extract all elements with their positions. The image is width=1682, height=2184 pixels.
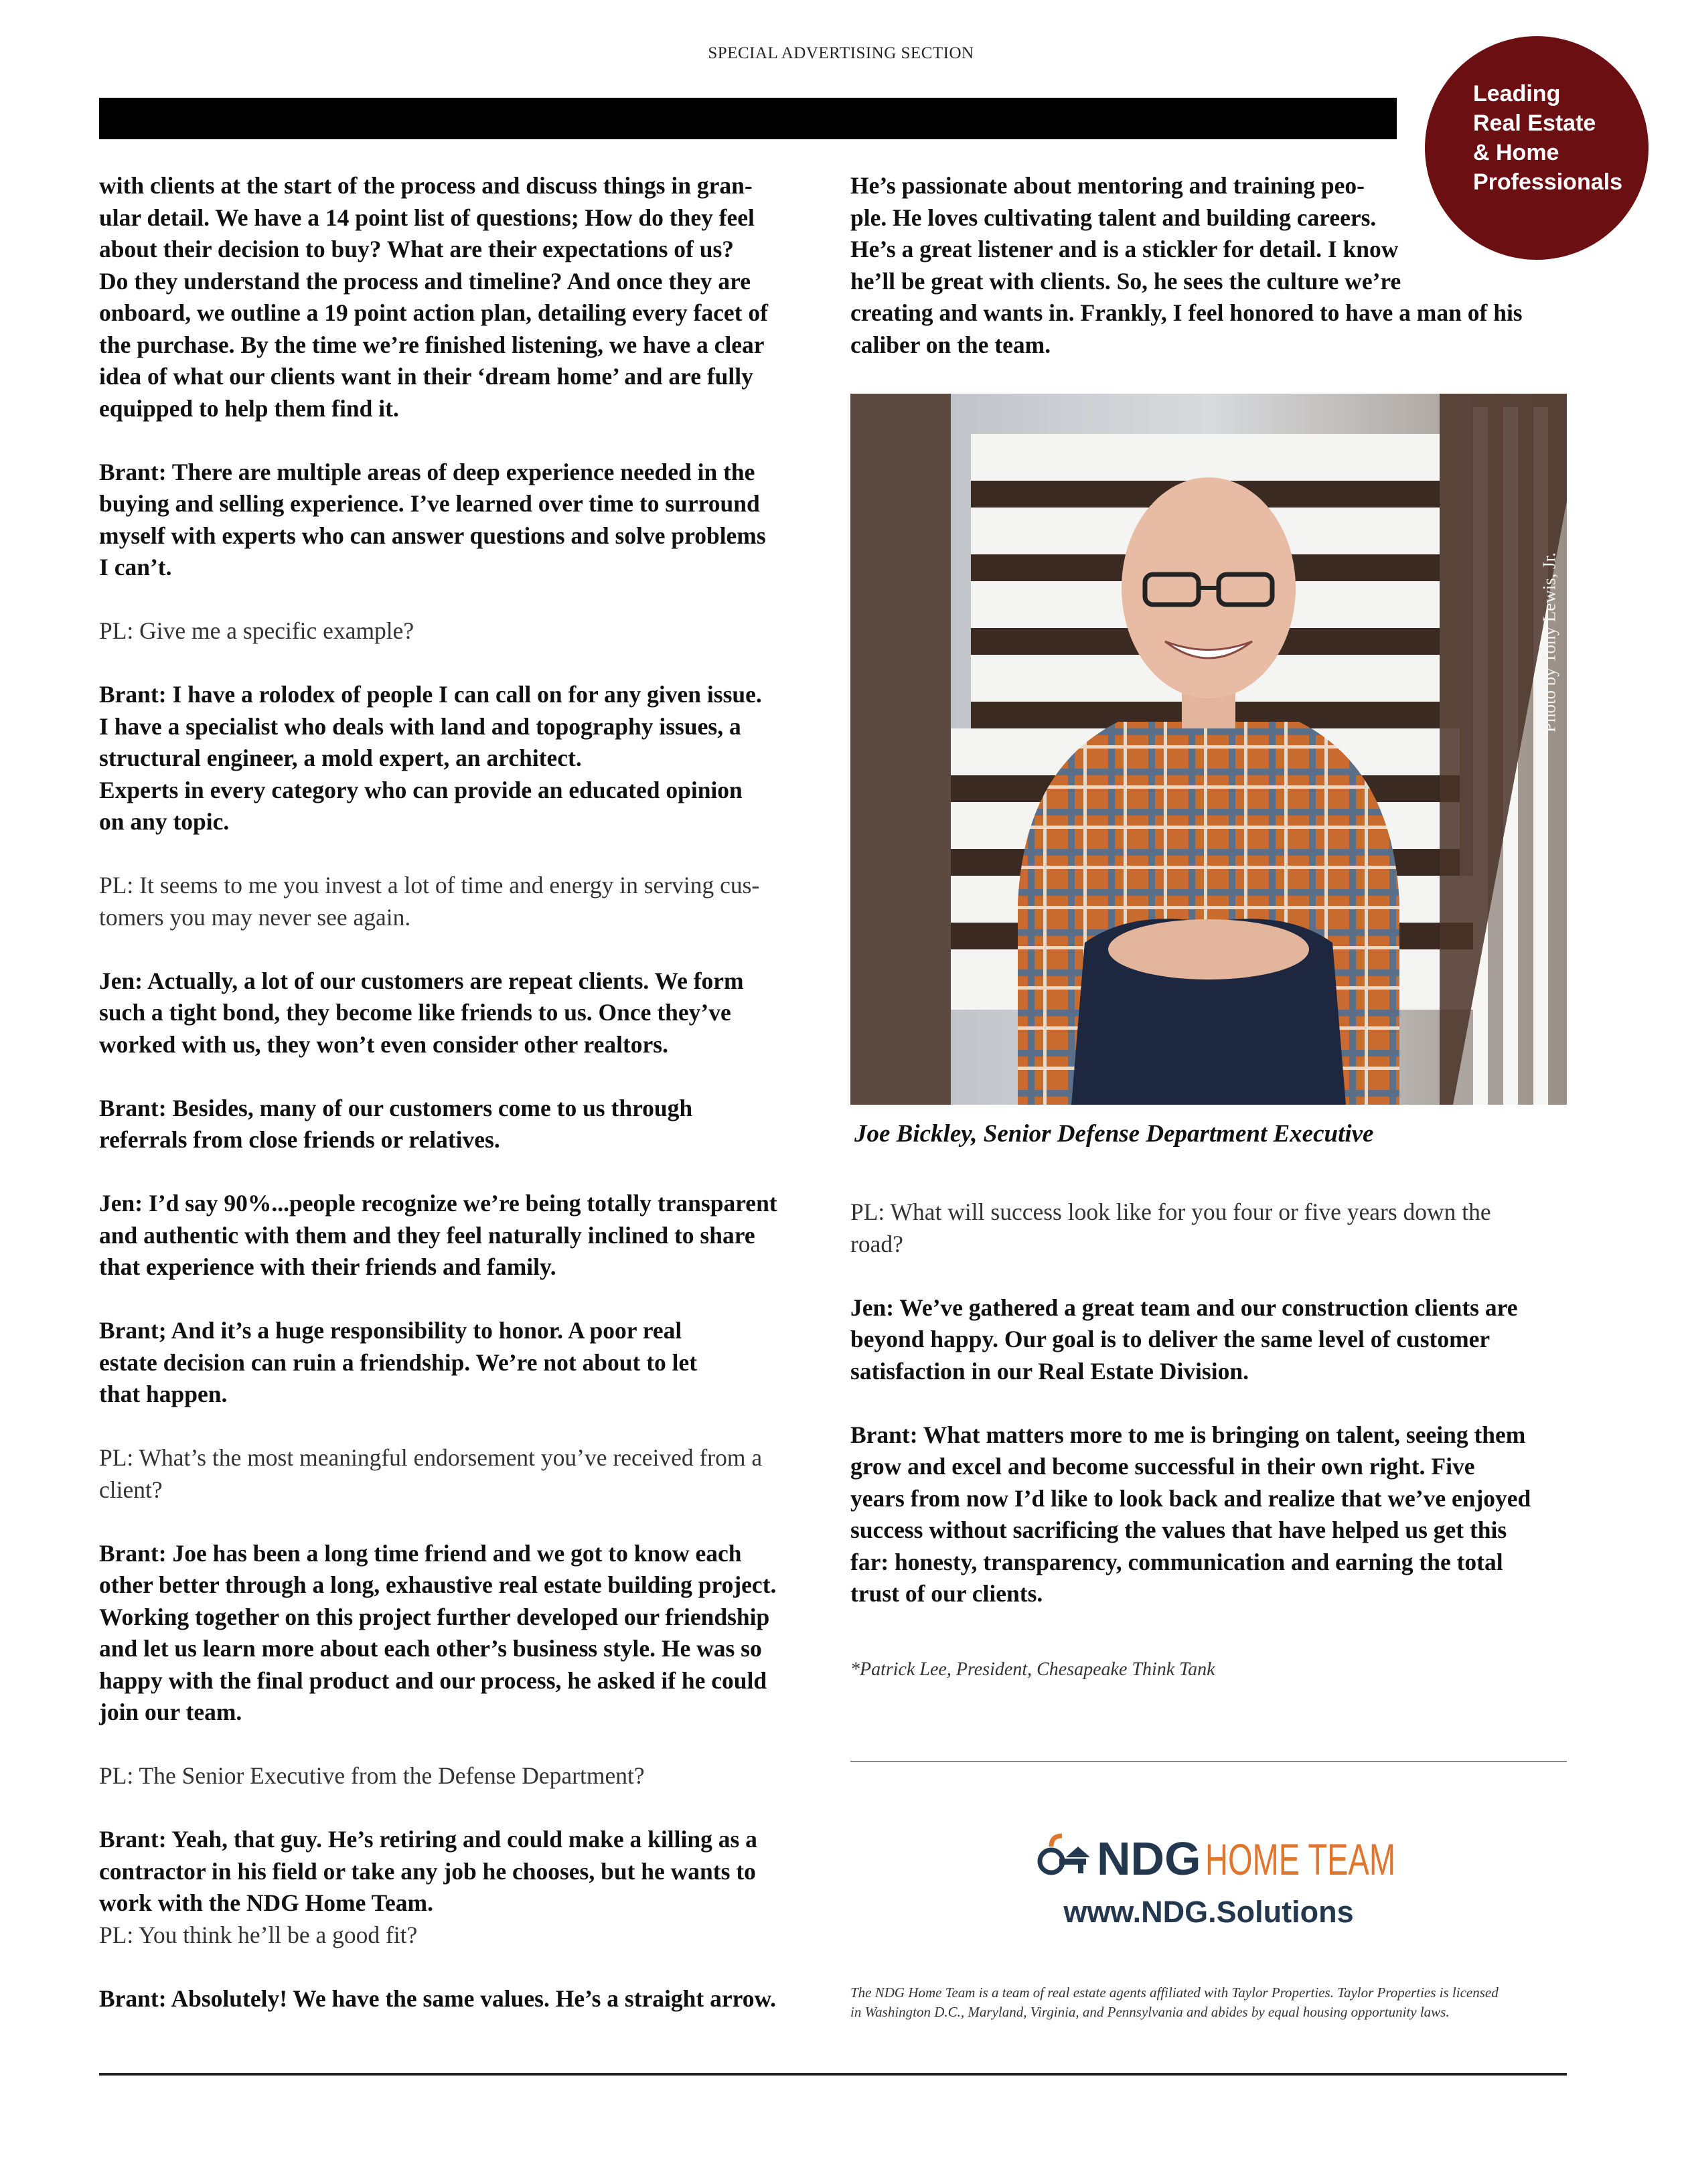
text-line: that experience with their friends and family. [99, 1253, 556, 1280]
text-line: and let us learn more about each other’s business style. He was so [99, 1635, 762, 1662]
paragraph [99, 1760, 822, 1792]
section-label: SPECIAL ADVERTISING SECTION [708, 44, 974, 62]
paragraph [99, 679, 822, 838]
text-line: far: honesty, transparency, communication and earning the total [850, 1548, 1503, 1575]
disclaimer-line: in Washington D.C., Maryland, Virginia, and Pennsylvania and abides by equal housing opportunity laws. [850, 2004, 1450, 2020]
text-line: I can’t. [99, 554, 172, 580]
paragraph [850, 170, 1580, 361]
text-line: worked with us, they won’t even consider other realtors. [99, 1030, 668, 1058]
paragraph [99, 1983, 822, 2015]
interviewer-credit: *Patrick Lee, President, Chesapeake Think Tank [850, 1659, 1215, 1680]
text-line: idea of what our clients want in their ‘dream home’ and are fully [99, 363, 753, 390]
right-column-top [850, 170, 1580, 393]
text-line: he’ll be great with clients. So, he sees the culture we’re [850, 267, 1401, 295]
ndg-logo-graphic [1024, 1826, 1399, 1887]
text-line: onboard, we outline a 19 point action plan, detailing every facet of [99, 299, 768, 326]
badge-line: Professionals [1473, 169, 1622, 195]
text-line: Brant: What matters more to me is bringing on talent, seeing them [850, 1421, 1526, 1448]
footer-rule [99, 2073, 1567, 2076]
logo-word-home-team: HOME TEAM [1205, 1835, 1395, 1884]
paragraph [99, 1538, 822, 1729]
text-line: Brant; And it’s a huge responsibility to honor. A poor real [99, 1317, 682, 1344]
paragraph [99, 870, 822, 933]
left-column [99, 170, 822, 2047]
text-line: contractor in his field or take any job he chooses, but he wants to [99, 1857, 756, 1885]
text-line: Brant: I have a rolodex of people I can call on for any given issue. [99, 681, 762, 708]
text-line: Brant: Besides, many of our customers come to us through [99, 1094, 693, 1121]
logo-word-ndg: NDG [1097, 1832, 1201, 1885]
key-house-icon [1040, 1836, 1090, 1873]
paragraph [99, 1188, 822, 1283]
text-line: buying and selling experience. I’ve learned over time to surround [99, 490, 760, 517]
badge-line: & Home [1473, 140, 1559, 165]
photo-caption: Joe Bickley, Senior Defense Department Executive [854, 1120, 1374, 1148]
text-line: the purchase. By the time we’re finished listening, we have a clear [99, 331, 765, 358]
text-line: Jen: Actually, a lot of our customers are repeat clients. We form [99, 967, 744, 994]
text-line: He’s passionate about mentoring and training peo- [850, 172, 1365, 199]
text-line: Jen: I’d say 90%...people recognize we’re being totally transparent [99, 1190, 777, 1217]
text-line: He’s a great listener and is a stickler for detail. I know [850, 236, 1399, 262]
text-line: Experts in every category who can provide an educated opinion [99, 776, 743, 803]
text-line: with clients at the start of the process and discuss things in gran- [99, 172, 753, 199]
text-line: beyond happy. Our goal is to deliver the same level of customer [850, 1326, 1490, 1352]
text-line: ular detail. We have a 14 point list of questions; How do they feel [99, 204, 755, 231]
text-line: PL: What’s the most meaningful endorsement you’ve received from a [99, 1444, 763, 1471]
website-url[interactable]: www.NDG.Solutions [1063, 1895, 1354, 1929]
text-line: trust of our clients. [850, 1580, 1043, 1607]
text-line: Do they understand the process and timeline? And once they are [99, 267, 751, 295]
text-line: Brant: There are multiple areas of deep experience needed in the [99, 458, 755, 485]
paragraph [99, 170, 822, 424]
text-line: success without sacrificing the values that have helped us get this [850, 1516, 1507, 1543]
text-line: PL: It seems to me you invest a lot of time and energy in serving cus- [99, 872, 760, 899]
text-line: such a tight bond, they become like friends to us. Once they’ve [99, 999, 731, 1026]
text-line: client? [99, 1476, 163, 1503]
right-column-bottom [850, 1196, 1574, 1642]
paragraph [99, 1315, 822, 1411]
text-line: that happen. [99, 1381, 228, 1407]
text-line: join our team. [99, 1699, 242, 1725]
portrait-photo [850, 394, 1567, 1105]
paragraph [850, 1419, 1574, 1610]
text-line: other better through a long, exhaustive real estate building project. [99, 1571, 777, 1598]
text-line: and authentic with them and they feel naturally inclined to share [99, 1221, 755, 1249]
text-line: road? [850, 1230, 903, 1257]
text-line: equipped to help them find it. [99, 394, 399, 422]
ndg-logo [1024, 1826, 1399, 1887]
paragraph [99, 457, 822, 584]
text-line: Brant: Absolutely! We have the same values. He’s a straight arrow. [99, 1984, 777, 2012]
badge-line: Real Estate [1473, 110, 1596, 136]
text-line: satisfaction in our Real Estate Division. [850, 1357, 1249, 1385]
text-line: estate decision can ruin a friendship. We’re not about to let [99, 1348, 698, 1376]
paragraph [99, 1824, 822, 1951]
disclaimer-line: The NDG Home Team is a team of real estate agents affiliated with Taylor Properties. Taylor Properties is licensed [850, 1984, 1499, 2001]
text-line: PL: You think he’ll be a good fit? [99, 1921, 418, 1948]
text-line: work with the NDG Home Team. [99, 1889, 433, 1916]
text-line: myself with experts who can answer questions and solve problems [99, 522, 766, 549]
badge-line: Leading [1473, 81, 1561, 106]
paragraph [99, 965, 822, 1061]
text-line: happy with the final product and our process, he asked if he could [99, 1666, 767, 1694]
portrait-illustration [850, 394, 1567, 1105]
header-bar [99, 98, 1397, 139]
text-line: PL: What will success look like for you four or five years down the [850, 1198, 1491, 1225]
text-line: ple. He loves cultivating talent and building careers. [850, 204, 1377, 231]
text-line: Jen: We’ve gathered a great team and our construction clients are [850, 1294, 1518, 1321]
paragraph [99, 1442, 822, 1506]
disclaimer [850, 1983, 1574, 2022]
text-line: PL: Give me a specific example? [99, 617, 414, 644]
text-line: tomers you may never see again. [99, 903, 411, 931]
photo-credit: Photo by Tony Lewis, Jr. [1539, 552, 1559, 733]
text-line: creating and wants in. Frankly, I feel honored to have a man of his [850, 299, 1523, 326]
text-line: Brant: Yeah, that guy. He’s retiring and could make a killing as a [99, 1826, 757, 1853]
text-line: Working together on this project further developed our friendship [99, 1603, 770, 1630]
text-line: I have a specialist who deals with land and topography issues, a [99, 712, 741, 740]
paragraph [99, 615, 822, 647]
text-line: grow and excel and become successful in their own right. Five [850, 1453, 1475, 1480]
text-line: Brant: Joe has been a long time friend and we got to know each [99, 1539, 742, 1567]
text-line: caliber on the team. [850, 331, 1051, 358]
text-line: about their decision to buy? What are their expectations of us? [99, 236, 735, 262]
paragraph [99, 1093, 822, 1156]
text-line: referrals from close friends or relatives. [99, 1126, 500, 1153]
paragraph [850, 1196, 1574, 1260]
text-line: on any topic. [99, 808, 230, 835]
text-line: structural engineer, a mold expert, an architect. [99, 745, 582, 771]
paragraph [850, 1292, 1574, 1388]
text-line: PL: The Senior Executive from the Defense Department? [99, 1762, 645, 1789]
divider [850, 1761, 1567, 1762]
text-line: years from now I’d like to look back and realize that we’ve enjoyed [850, 1484, 1531, 1512]
